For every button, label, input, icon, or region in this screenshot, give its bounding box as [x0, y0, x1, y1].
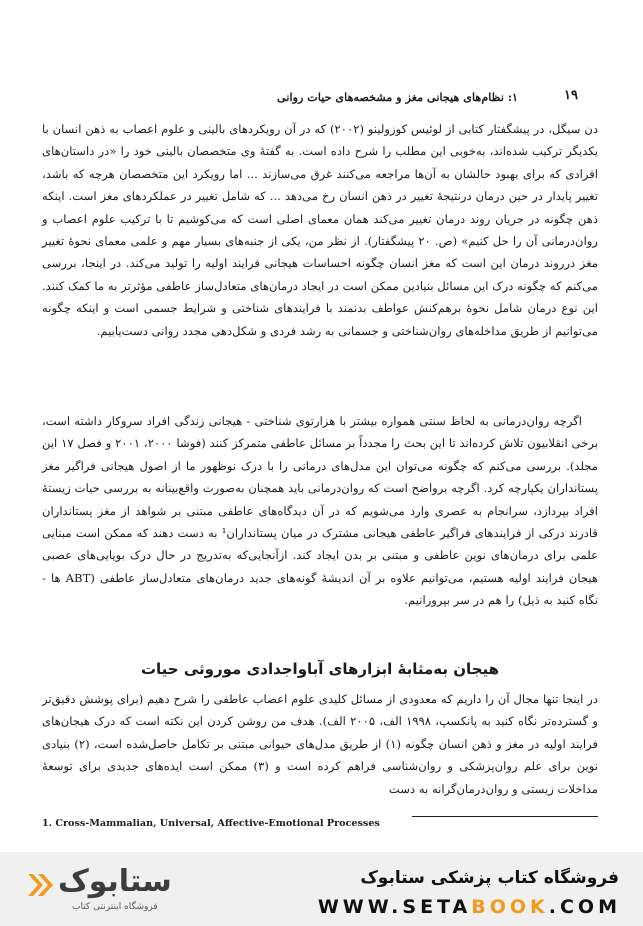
chapter-title: ۱: نظام‌های هیجانی مغز و مشخصه‌های حیات روانی	[277, 90, 518, 104]
intro-paragraph-block	[42, 118, 598, 342]
section-paragraph-block	[42, 688, 598, 800]
store-banner[interactable]	[0, 852, 643, 926]
page-number: ۱۹	[564, 88, 578, 103]
store-url-link[interactable]	[318, 896, 621, 918]
footnote-divider	[412, 816, 598, 817]
section-heading: هیجان به‌مثابهٔ ابزارهای آباواجدادی موروثی حیات	[140, 660, 500, 678]
url-suffix: .COM	[548, 896, 621, 918]
chevron-logo-icon	[26, 872, 56, 898]
footnote: 1. Cross-Mammalian, Universal, Affective-Emotional Processes	[42, 818, 380, 829]
store-name: فروشگاه کتاب پزشکی ستابوک	[360, 868, 619, 888]
logo-wordmark: ستابوک	[58, 864, 172, 899]
setabook-logo[interactable]	[26, 864, 176, 918]
section-paragraph: در اینجا تنها مجال آن را داریم که معدودی از مسائل کلیدی علوم اعصاب عاطفی را شرح دهیم (برای پوشش دقیق‌تر و گسترده‌تر نگاه کنید به پانکسپ، ۱۹۹۸ الف، ۲۰۰۵ الف). هدف من روشن کردن این نکته است که درک هیجان‌های فرایند اولیه در مغز و ذهن انسان چگونه (۱) از طریق مدل‌های حیوانی مبتنی بر تکامل حاصل‌شده است، (۲) بنیادی نوین برای علم روان‌پزشکی و روان‌شناسی فراهم کرده است و (۳) ممکن است ایده‌های جدیدی برای توسعهٔ مداخلات زیستی و روان‌درمان‌گرانه به دست	[42, 692, 599, 796]
second-paragraph-block	[42, 410, 598, 612]
url-prefix: WWW.SETA	[317, 896, 472, 918]
logo-tagline: فروشگاه اینترنتی کتاب	[72, 902, 158, 912]
body-paragraph-2: اگرچه روان‌درمانی به لحاظ سنتی همواره بیشتر با هزارتوی شناختی - هیجانی زندگی افراد سروکار داشته است، برخی انقلابیون تلاش کرده‌اند تا این بحث را مجدداً بر مسائل عاطفی متمرکز کنند (فوشا ۲۰۰۰، ۲۰۰۱ و فصل ۱۷ این مجلد). بررسی می‌کنم که چگونه می‌توان این مدل‌های درمانی را با درک نوظهور ما از اصول هیجانی فراگیر مغز پستانداران یکپارچه کرد. اگرچه برواضح است که روان‌درمانی باید همچنان به‌صورت واقع‌بینانه به بررسی حیات زیستهٔ افراد بپردازد، سرانجام به عصری وارد می‌شویم که در آن دیدگاه‌های عاطفی مبتنی بر شواهد از مغز پستانداران قادرند درکی از فرایندهای فراگیر عاطفی هیجانی مشترک در میان پستانداران¹ به دست دهند که ممکن است مبنایی علمی برای درمان‌های نوین عاطفی و مبتنی بر بدن ایجاد کند. ازآنجایی‌که به‌تدریج در حال درک بویایی‌های عصبی هیجان فرایند اولیه هستیم، می‌توانیم علاوه بر آن اندیشهٔ گونه‌های جدید درمان‌های متعادل‌ساز عاطفی (ABT ها - نگاه کنید به ذیل) را هم در سر بپرورانیم.	[42, 414, 599, 608]
url-accent: BOOK	[471, 896, 549, 918]
body-paragraph-1: دن سیگل، در پیشگفتار کتابی از لوئیس کوزولینو (۲۰۰۲) که در آن رویکردهای بالینی و علوم اعصاب به ذهن انسان با یکدیگر ترکیب شده‌اند، به‌خوبی این مطلب را شرح داده است. به گفتهٔ وی متخصصان بالینی خود را «در داستان‌های افرادی که برای بهبود حالشان به آن‌ها مراجعه می‌کنند غرق می‌سازند ... اما رویکرد این متخصصان هرچه که باشد، تغییر پایدار در حین درمان درنتیجهٔ تغییر در ذهن انسان رخ می‌دهد ... که شامل تغییر در عملکردهای مغز است. اینکه ذهن چگونه در جریان روند درمان تغییر می‌کند همان معمای اصلی است که می‌کوشیم تا با ترکیب علوم اعصاب و روان‌درمانی آن را حل کنیم» (ص. ۲۰ پیشگفتار). از نظر من، یکی از جنبه‌های بسیار مهم و علمی معمای نحوهٔ تغییر مغز درروند درمان این است که مغز انسان چگونه احساسات هیجانی فرایند اولیه را تولید می‌کند. در اینجا، بررسی می‌کنم که چگونه درک این مسائل بنیادین ممکن است در ایجاد درمان‌های متعادل‌ساز عاطفی مؤثرتر به ما کمک کنند. این نوع درمان شامل نحوهٔ برهم‌کنش عواطف بدنمند با فرایندهای شناختی و شرایط جسمی است و اینکه چگونه می‌توانیم از طریق مداخله‌های روان‌شناختی و جسمانی به رشد فردی و شکل‌دهی مجدد روانی دست‌یابیم.	[42, 122, 598, 338]
running-header	[58, 88, 578, 108]
